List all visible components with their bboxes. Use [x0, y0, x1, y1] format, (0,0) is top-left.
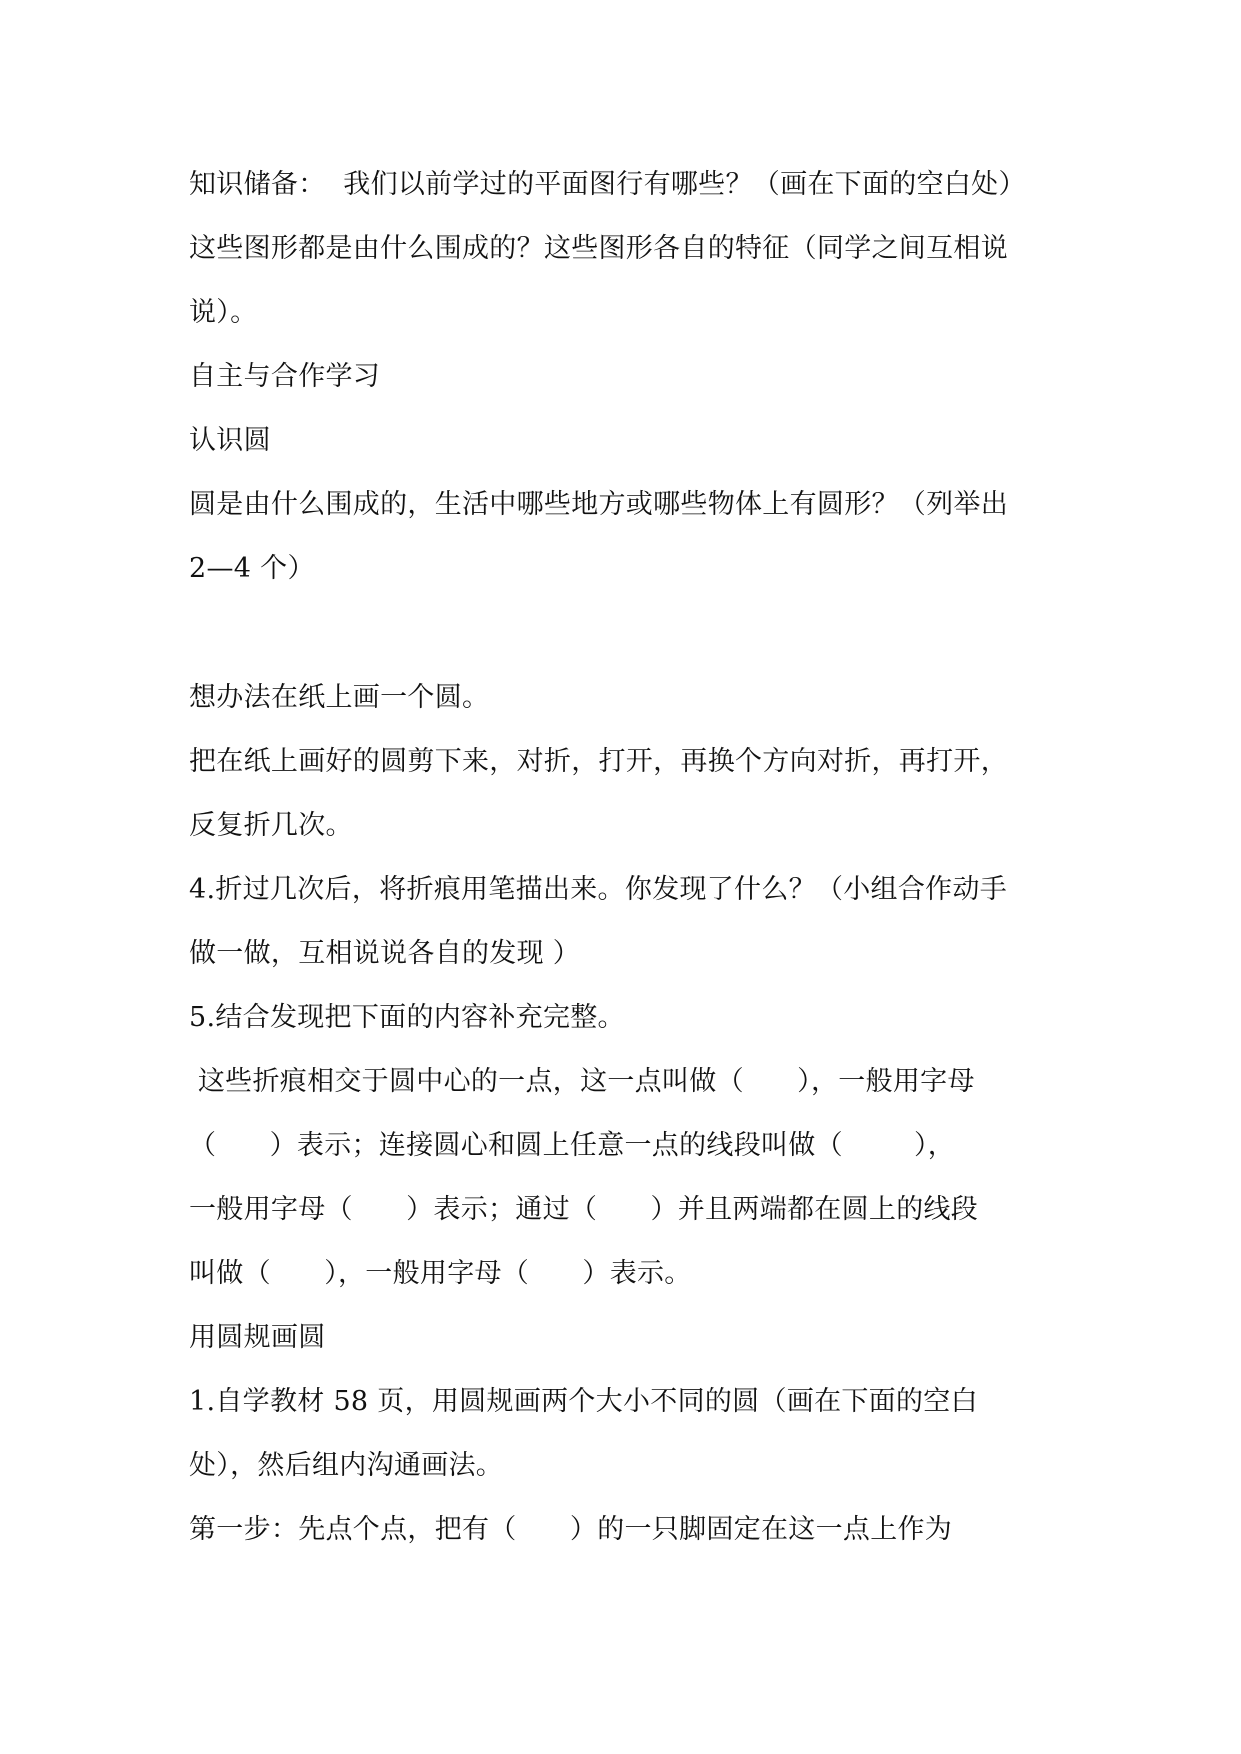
fill-in-line-2: （ ）表示；连接圆心和圆上任意一点的线段叫做（ ）， [189, 1130, 956, 1161]
item-4-line: 4.折过几次后，将折痕用笔描出来。你发现了什么？（小组合作动手 [189, 874, 1008, 905]
step-one-line: 第一步：先点个点，把有（ ）的一只脚固定在这一点上作为 [189, 1514, 953, 1545]
fold-instruction-line: 把在纸上画好的圆剪下来，对折，打开，再换个方向对折，再打开， [189, 746, 1008, 777]
fill-in-line-4: 叫做（ ），一般用字母（ ）表示。 [189, 1258, 692, 1289]
compass-heading: 用圆规画圆 [189, 1322, 326, 1353]
compass-item-1-line: 1.自学教材 58 页，用圆规画两个大小不同的圆（画在下面的空白 [189, 1386, 978, 1417]
subsection-heading: 认识圆 [189, 425, 271, 456]
item-4-line-end: 做一做，互相说说各自的发现 ） [189, 938, 581, 969]
shape-question-line-end: 说）。 [189, 297, 258, 328]
draw-circle-line: 想办法在纸上画一个圆。 [189, 682, 490, 713]
item-5-line: 5.结合发现把下面的内容补充完整。 [189, 1002, 625, 1033]
knowledge-prep-line: 知识储备： 我们以前学过的平面图行有哪些？（画在下面的空白处） [189, 169, 1026, 200]
circle-question-line: 圆是由什么围成的，生活中哪些地方或哪些物体上有圆形？（列举出 [189, 489, 1008, 520]
fold-instruction-line-end: 反复折几次。 [189, 810, 353, 841]
compass-item-1-line-end: 处），然后组内沟通画法。 [189, 1450, 504, 1481]
section-heading: 自主与合作学习 [189, 361, 381, 392]
fill-in-line-1: 这些折痕相交于圆中心的一点，这一点叫做（ ），一般用字母 [189, 1066, 975, 1097]
fill-in-line-3: 一般用字母（ ）表示；通过（ ）并且两端都在圆上的线段 [189, 1194, 979, 1225]
shape-question-line: 这些图形都是由什么围成的？这些图形各自的特征（同学之间互相说 [189, 233, 1008, 264]
circle-question-line-end: 2—4 个） [189, 553, 315, 584]
